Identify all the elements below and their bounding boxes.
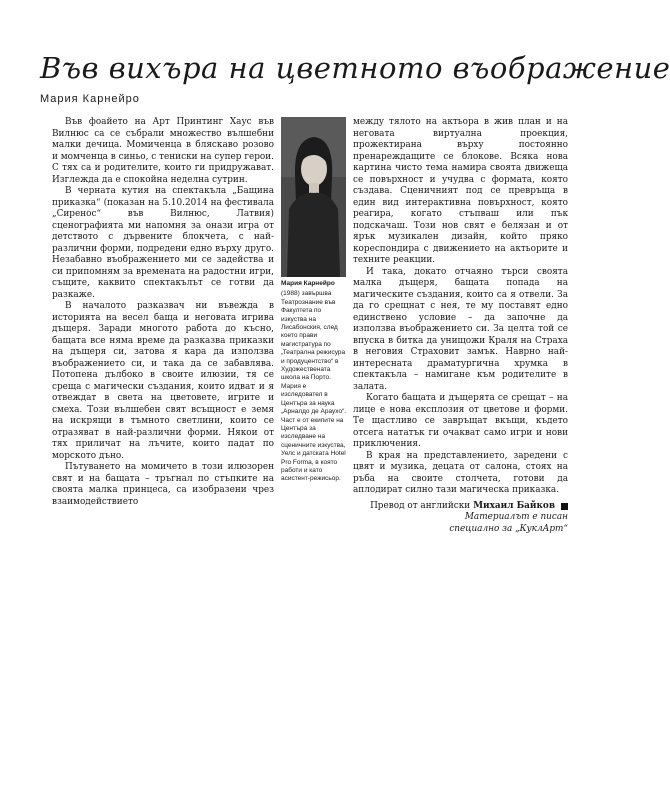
paragraph: В началото разказвач ни въвежда в историята на весел баща и неговата игрива дъщеря. Заради многото работа до късно, бащата все няма време да разказва приказки на дъщеря си, затова я кара да използва въображението си, и така да се забавлява. Потопена дълбоко в своите илюзии, тя се среща с магически създания, които идват и я отвеждат в света на цветовете, игрите и смеха. Този вълшебен свят всъщност е земя на искрящи в тъмното светлини, които се отразяват в най-различни форми. Някои от тях приличат на лъчите, които падат по морското дъно. [52, 301, 274, 461]
paragraph: между тялото на актьора в жив план и на неговата виртуална проекция, прожектирана върху постоянно пренареждащите се блокове. Всяка нова картина чисто тема намира своята движеща се повърхност и учудва с формата, която създава. Сценичният под се превръща в един вид интерактивна повърхност, която реагира, когато стъпваш или пък подскачаш. Този нов свят е белязан и от ярък музикален дизайн, който пряко кореспондира с движението на актьорите и техните реакции. [353, 117, 568, 265]
portrait-illustration [281, 117, 346, 277]
paragraph: В края на представлението, заредени с цвят и музика, децата от салона, стоях на ръба на своите столчета, готови да аплодират силно тази магическа приказка. [353, 450, 568, 495]
credit-line: Материалът е писан [464, 512, 568, 522]
paragraph: Пътуването на момичето в този илюзорен свят и на бащата – тръгнал по стъпките на своята малка принцеса, са изобразени чрез взаимодействието [52, 462, 274, 507]
translator-name: Михаил Байков [473, 500, 555, 511]
article-column-right [353, 117, 568, 535]
end-mark-icon [561, 503, 568, 510]
credit-line: специално за „КуклАрт“ [449, 523, 568, 534]
article-author: Мария Карнейро [40, 93, 140, 105]
author-photo [281, 117, 346, 277]
author-bio-caption [281, 280, 347, 484]
article-title: Във вихъра на цветното въображение [40, 51, 670, 85]
paragraph: В черната кутия на спектакъла „Бащина приказка“ (показан на 5.10.2014 на фестивала „Сиренос“ във Вилнюс, Латвия) сценографията ми напомня за онази игра от детството с дървените блокчета, с най-различни форми, подредени едно върху друго. Незабавно въображението ми се задейства и си припомням за времената на радостни игри, същите, каквито спектакълът се готви да разкаже. [52, 186, 274, 300]
credits [353, 501, 568, 536]
article-column-left [52, 117, 274, 508]
paragraph: И така, докато отчаяно търси своята малка дъщеря, бащата попада на магическите създания, които са я отвели. За да го срещнат с нея, те му поставят едно единствено условие – да започне да използва въображението си. За целта той се впуска в битка да унищожи Краля на Страха в неговия Страховит замък. Наврно най-интересната драматургична хрумка в спектакъла – намигане към родителите в залата. [353, 266, 568, 392]
paragraph: Във фоайето на Арт Принтинг Хаус във Вилнюс са се събрали множество вълшебни малки дечица. Момиченца в бляскаво розово и момченца в синьо, с тениски на супер герои. С тях са и родителите, които ги придружават. Изглежда да е спокойна неделна сутрин. [52, 117, 274, 185]
bio-text: (1988) завършва Театрознание във Факултета по изкуства на Лисабонския, след което прави магистратура по „Театрална режисура и продуцентство“ в Художествената школа на Порто. Мария е изследовател в Центъра за наука „Арналдо де Араухо“. Част е от екипите на Центъра за изследване на сценичните изкуства, Уелс и датската Hotel Pro Forma, в която работи и като асистент-режисьор. [281, 290, 347, 483]
translation-line [353, 501, 568, 513]
bio-name: Мария Карнейро [281, 280, 335, 287]
translation-prefix: Превод от английски [370, 500, 471, 511]
paragraph: Когато бащата и дъщерята се срещат – на лице е нова експлозия от цветове и форми. Те щастливо се завръщат вкъщи, където отсега нататък ги очакват само игри и нови приключения. [353, 393, 568, 449]
